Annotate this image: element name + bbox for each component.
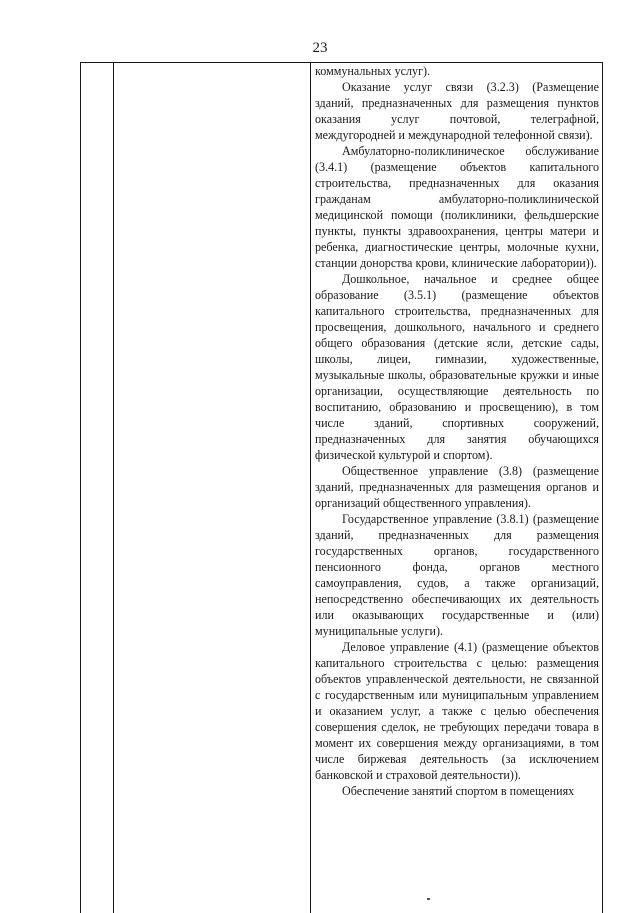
paragraph-state-administration: Государственное управление (3.8.1) (размещение зданий, предназначенных для размещения государственных органов, государственного пенсионного фонда, органов местного самоуправления, судов, а также организаций, непосредственно обеспечивающих их деятельность или оказывающих государственные и (или) муниципальные услуги). [315,512,599,638]
paragraph-public-administration: Общественное управление (3.8) (размещение зданий, предназначенных для размещения органов и организаций общественного управления). [315,464,599,510]
column-divider-1 [113,63,114,913]
regulation-table [80,62,603,913]
paragraph-continuation: коммунальных услуг). [315,64,431,78]
paragraph-business-administration: Деловое управление (4.1) (размещение объектов капитального строительства с целью: размещения объектов управленческой деятельности, не связанной с государственным или муниципальным управлением и оказанием услуг, а также с целью обеспечения совершения сделок, не требующих передачи товара в момент их совершения между организациями, в том числе биржевая деятельность (за исключением банковской и страховой деятельности)). [315,640,599,782]
scan-speck [427,898,430,900]
paragraph-outpatient-care: Амбулаторно-поликлиническое обслуживание (3.4.1) (размещение объектов капитального строительства, предназначенных для оказания гражданам амбулаторно-поликлинической медицинской помощи (поликлиники, фельдшерские пункты, пункты здравоохранения, центры матери и ребенка, диагностические центры, молочные кухни, станции донорства крови, клинические лаборатории)). [315,144,599,270]
paragraph-general-education: Дошкольное, начальное и среднее общее образование (3.5.1) (размещение объектов капитального строительства, предназначенных для просвещения, дошкольного, начального и среднего общего образования (детские ясли, детские сады, школы, лицеи, гимназии, художественные, музыкальные школы, образовательные кружки и иные организации, осуществляющие деятельность по воспитанию, образованию и просвещению), в том числе зданий, спортивных сооружений, предназначенных для занятия обучающихся физической культурой и спортом). [315,272,599,462]
permitted-use-cell [315,63,599,799]
column-divider-2 [310,63,311,913]
paragraph-communication-services: Оказание услуг связи (3.2.3) (Размещение зданий, предназначенных для размещения пунктов оказания услуг почтовой, телеграфной, междугородней и международной телефонной связи). [315,80,599,142]
page-number: 23 [312,40,328,56]
paragraph-indoor-sports: Обеспечение занятий спортом в помещениях [342,784,575,798]
